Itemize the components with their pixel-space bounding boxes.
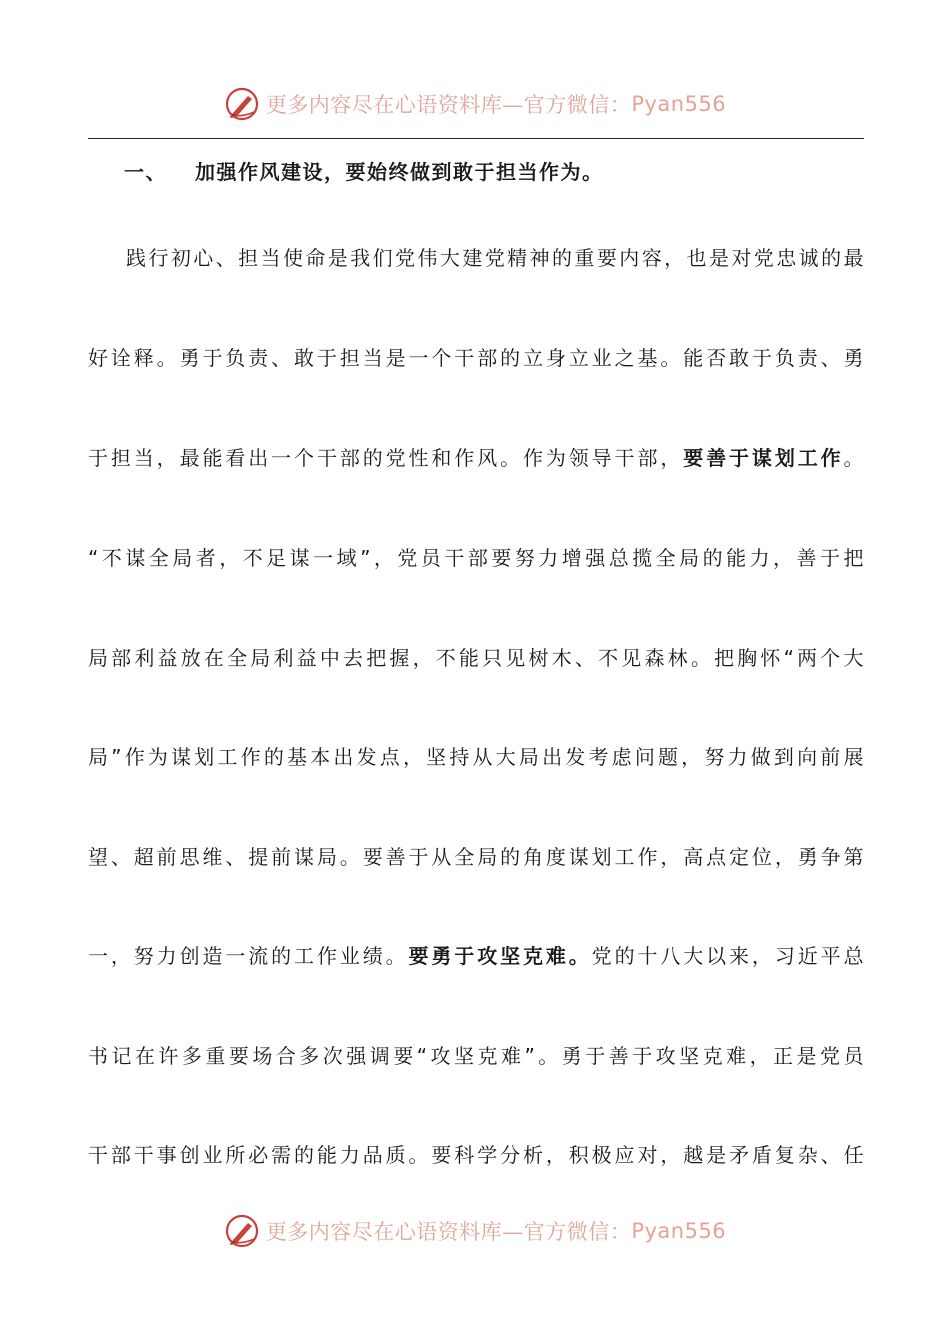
body-line	[88, 1036, 864, 1076]
body-line	[88, 538, 864, 578]
body-line	[126, 238, 864, 278]
heading-number: 一、	[124, 160, 167, 184]
header-divider	[88, 138, 864, 139]
watermark-text: 更多内容尽在心语资料库—官方微信：	[265, 1220, 632, 1244]
body-line	[88, 438, 864, 478]
line-text: 。	[843, 446, 865, 470]
body-line	[88, 338, 864, 378]
line-text: 局部利益放在全局利益中去把握，不能只见树木、不见森林。把胸怀“两个大	[88, 646, 864, 670]
watermark-wechat-id: Pyan556	[631, 92, 727, 116]
line-text: 好诠释。勇于负责、敢于担当是一个干部的立身立业之基。能否敢于负责、勇	[88, 346, 864, 370]
watermark-wechat-id: Pyan556	[631, 1219, 727, 1243]
footer-watermark	[0, 1211, 950, 1251]
emphasis-text: 要勇于攻坚克难。	[408, 944, 592, 968]
line-text: 于担当，最能看出一个干部的党性和作风。作为领导干部，	[88, 446, 684, 470]
line-text: 党的十八大以来，习近平总	[591, 944, 865, 968]
body-line	[88, 638, 864, 678]
line-text: 望、超前思维、提前谋局。要善于从全局的角度谋划工作，高点定位，勇争第	[88, 845, 864, 869]
line-text: 局”作为谋划工作的基本出发点，坚持从大局出发考虑问题，努力做到向前展	[88, 745, 864, 769]
line-text: 书记在许多重要场合多次强调要“攻坚克难”。勇于善于攻坚克难，正是党员	[88, 1044, 864, 1068]
heading-text: 加强作风建设，要始终做到敢于担当作为。	[195, 160, 604, 184]
body-line	[88, 837, 864, 877]
body-line	[88, 1135, 864, 1175]
pen-logo-icon	[224, 1213, 260, 1249]
body-line	[88, 936, 864, 976]
emphasis-text: 要善于谋划工作	[683, 446, 844, 470]
section-heading	[124, 156, 604, 185]
header-watermark	[0, 84, 950, 124]
line-text: 一，努力创造一流的工作业绩。	[88, 944, 409, 968]
watermark-text: 更多内容尽在心语资料库—官方微信：	[265, 93, 632, 117]
line-text: 干部干事创业所必需的能力品质。要科学分析，积极应对，越是矛盾复杂、任	[88, 1143, 864, 1167]
pen-logo-icon	[224, 86, 260, 122]
body-line	[88, 737, 864, 777]
line-text: “不谋全局者，不足谋一域”，党员干部要努力增强总揽全局的能力，善于把	[88, 546, 864, 570]
line-text: 践行初心、担当使命是我们党伟大建党精神的重要内容，也是对党忠诚的最	[126, 246, 864, 270]
